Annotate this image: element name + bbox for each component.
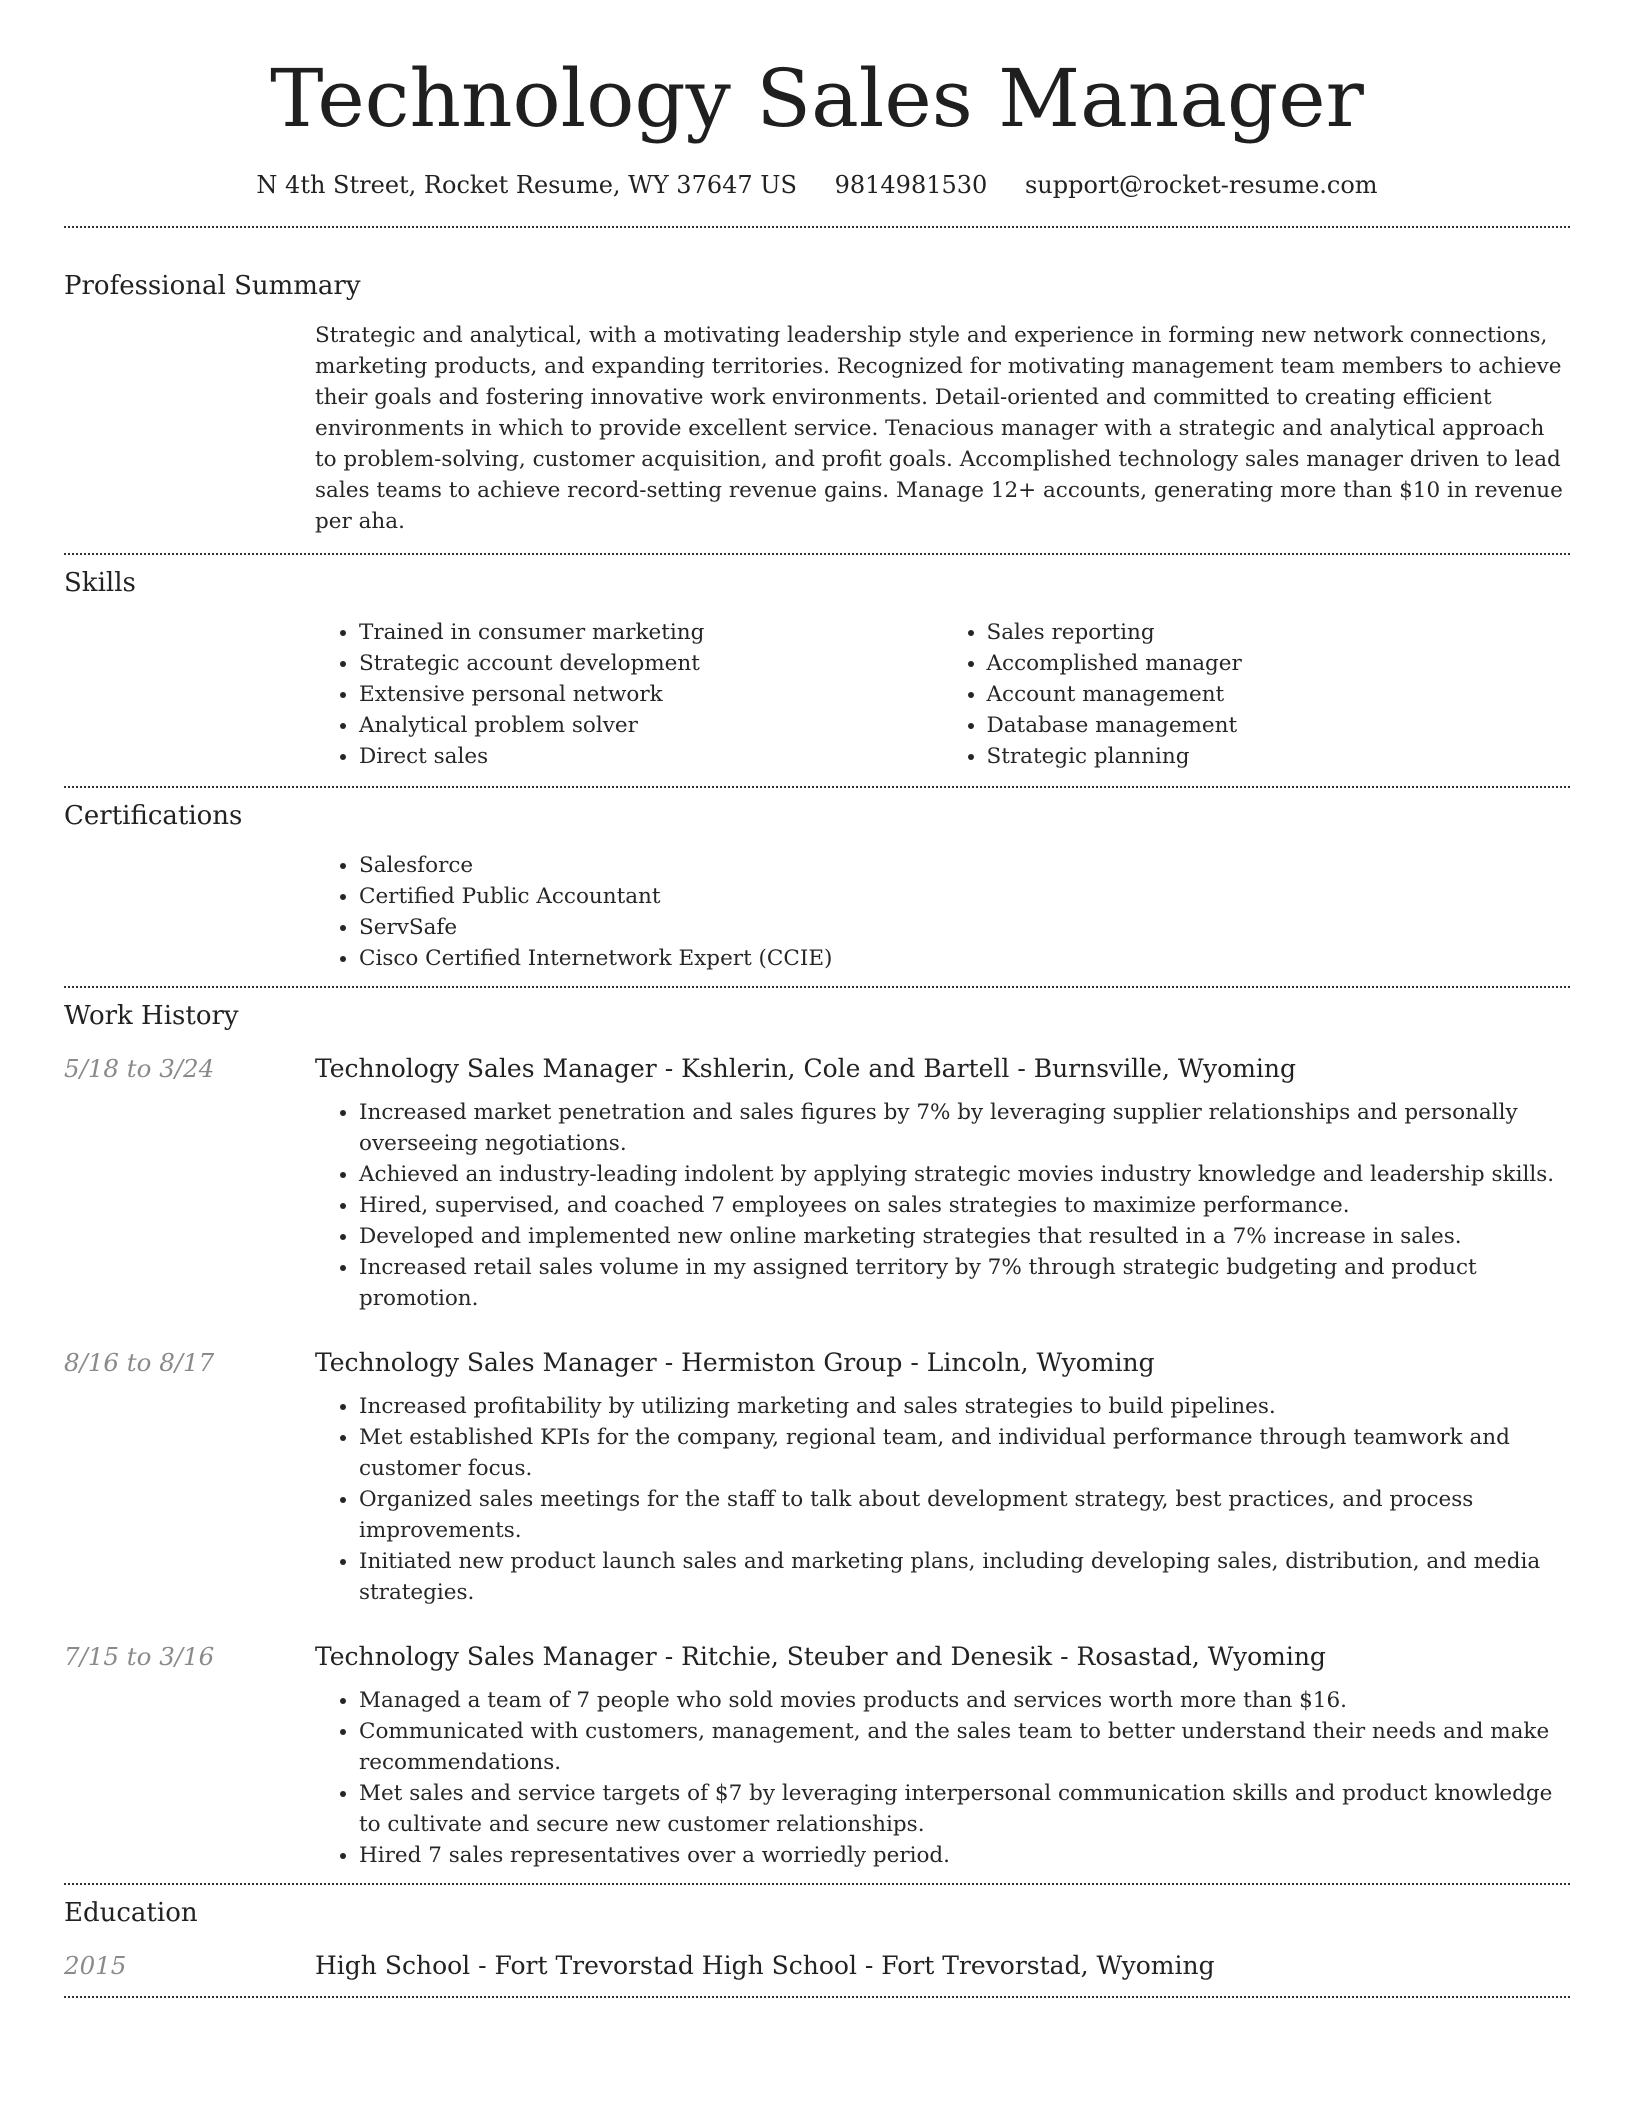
job-entry bbox=[64, 1348, 1570, 1608]
job-bullet: • Communicated with customers, management, and the sales team to better understand their needs and make recommendations. bbox=[359, 1716, 1570, 1778]
job-bullet: • Achieved an industry-leading indolent by applying strategic movies industry knowledge and leadership skills. bbox=[359, 1159, 1570, 1190]
contact-address: N 4th Street, Rocket Resume, WY 37647 US bbox=[256, 171, 797, 199]
skill-item: • Sales reporting bbox=[987, 617, 1571, 648]
job-header bbox=[64, 1054, 1570, 1083]
skill-item: • Direct sales bbox=[359, 741, 943, 772]
job-dates: 5/18 to 3/24 bbox=[64, 1054, 215, 1083]
job-bullet: • Increased market penetration and sales figures by 7% by leveraging supplier relationships and personally overseeing negotiations. bbox=[359, 1097, 1570, 1159]
job-bullet: • Hired, supervised, and coached 7 employees on sales strategies to maximize performance. bbox=[359, 1190, 1570, 1221]
work-history-section bbox=[64, 988, 1570, 1883]
section-title-skills: Skills bbox=[64, 568, 136, 598]
job-bullet: • Met sales and service targets of $7 by leveraging interpersonal communication skills and product knowledge to cultivate and secure new customer relationships. bbox=[359, 1778, 1570, 1840]
job-heading: Technology Sales Manager - Hermiston Group - Lincoln, Wyoming bbox=[315, 1348, 1155, 1377]
skill-item: • Account management bbox=[987, 679, 1571, 710]
skills-grid bbox=[315, 617, 1570, 786]
job-bullet: • Increased profitability by utilizing marketing and sales strategies to build pipelines. bbox=[359, 1391, 1570, 1422]
job-header bbox=[64, 1642, 1570, 1671]
skills-list-right bbox=[943, 617, 1571, 772]
resume-title: Technology Sales Manager bbox=[270, 52, 1364, 145]
summary-section bbox=[64, 228, 1570, 553]
job-header bbox=[64, 1348, 1570, 1377]
skill-item: • Trained in consumer marketing bbox=[359, 617, 943, 648]
job-heading: Technology Sales Manager - Ritchie, Steuber and Denesik - Rosastad, Wyoming bbox=[315, 1642, 1326, 1671]
job-bullet: • Organized sales meetings for the staff to talk about development strategy, best practices, and process improvements. bbox=[359, 1484, 1570, 1546]
section-title-summary: Professional Summary bbox=[64, 271, 361, 301]
resume-page bbox=[64, 0, 1570, 1998]
certifications-list bbox=[315, 850, 1570, 986]
job-heading: Technology Sales Manager - Kshlerin, Cole and Bartell - Burnsville, Wyoming bbox=[315, 1054, 1296, 1083]
job-dates: 8/16 to 8/17 bbox=[64, 1348, 215, 1377]
section-title-certifications: Certifications bbox=[64, 801, 243, 831]
section-title-work: Work History bbox=[64, 1001, 239, 1031]
certification-item: • Cisco Certified Internetwork Expert (CCIE) bbox=[359, 943, 1570, 974]
education-year: 2015 bbox=[64, 1951, 127, 1980]
section-title-education: Education bbox=[64, 1898, 198, 1928]
divider bbox=[64, 1996, 1570, 1998]
certifications-section bbox=[64, 788, 1570, 986]
skill-item: • Strategic planning bbox=[987, 741, 1571, 772]
job-dates: 7/15 to 3/16 bbox=[64, 1642, 215, 1671]
skills-list-left bbox=[315, 617, 943, 772]
education-heading: High School - Fort Trevorstad High School - Fort Trevorstad, Wyoming bbox=[315, 1951, 1215, 1980]
job-bullet: • Met established KPIs for the company, regional team, and individual performance through teamwork and customer focus. bbox=[359, 1422, 1570, 1484]
certification-item: • Certified Public Accountant bbox=[359, 881, 1570, 912]
skill-item: • Analytical problem solver bbox=[359, 710, 943, 741]
certification-item: • ServSafe bbox=[359, 912, 1570, 943]
education-section bbox=[64, 1885, 1570, 1996]
job-bullet: • Initiated new product launch sales and marketing plans, including developing sales, distribution, and media strategies. bbox=[359, 1546, 1570, 1608]
contact-line bbox=[64, 168, 1570, 202]
job-entry bbox=[64, 1642, 1570, 1871]
job-bullet: • Managed a team of 7 people who sold movies products and services worth more than $16. bbox=[359, 1685, 1570, 1716]
job-bullets bbox=[315, 1097, 1570, 1314]
skill-item: • Strategic account development bbox=[359, 648, 943, 679]
job-bullet: • Developed and implemented new online marketing strategies that resulted in a 7% increase in sales. bbox=[359, 1221, 1570, 1252]
skill-item: • Accomplished manager bbox=[987, 648, 1571, 679]
job-bullet: • Increased retail sales volume in my assigned territory by 7% through strategic budgeting and product promotion. bbox=[359, 1252, 1570, 1314]
contact-phone: 9814981530 bbox=[834, 171, 988, 199]
job-entry bbox=[64, 1054, 1570, 1314]
skill-item: • Database management bbox=[987, 710, 1571, 741]
contact-email: support@rocket-resume.com bbox=[1024, 171, 1378, 199]
job-bullets bbox=[315, 1685, 1570, 1871]
skill-item: • Extensive personal network bbox=[359, 679, 943, 710]
certification-item: • Salesforce bbox=[359, 850, 1570, 881]
job-bullets bbox=[315, 1391, 1570, 1608]
education-entry bbox=[64, 1951, 1570, 1980]
summary-text: Strategic and analytical, with a motivating leadership style and experience in forming new network connections, marketing products, and expanding territories. Recognized for motivating management team members to achieve their goals and fostering innovative work environments. Detail-oriented and committed to creating efficient environments in which to provide excellent service. Tenacious manager with a strategic and analytical approach to problem-solving, customer acquisition, and profit goals. Accomplished technology sales manager driven to lead sales teams to achieve record-setting revenue gains. Manage 12+ accounts, generating more than $10 in revenue per aha. bbox=[315, 323, 1563, 534]
skills-section bbox=[64, 555, 1570, 786]
job-bullet: • Hired 7 sales representatives over a worriedly period. bbox=[359, 1840, 1570, 1871]
